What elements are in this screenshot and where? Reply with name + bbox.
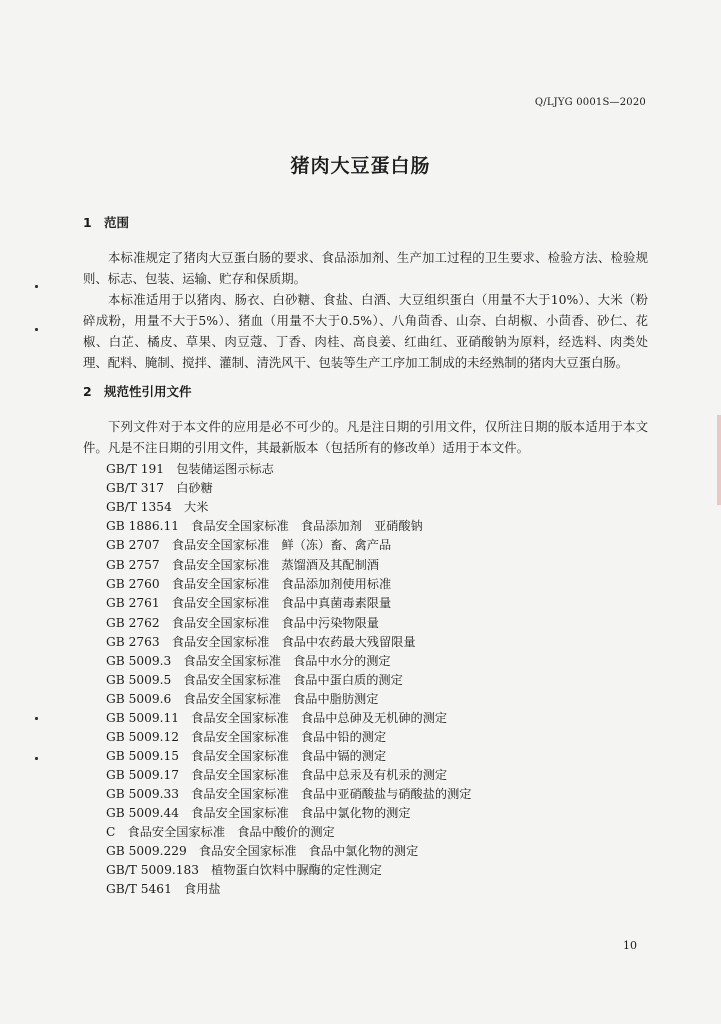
reference-item: GB 2707 食品安全国家标准 鲜（冻）畜、禽产品	[106, 538, 392, 552]
reference-item: GB 2757 食品安全国家标准 蒸馏酒及其配制酒	[106, 558, 379, 572]
reference-item: GB 5009.17 食品安全国家标准 食品中总汞及有机汞的测定	[106, 768, 448, 782]
reference-item: GB/T 317 白砂糖	[106, 481, 213, 495]
reference-item: GB 5009.11 食品安全国家标准 食品中总砷及无机砷的测定	[106, 711, 448, 725]
scope-paragraph-2: 本标准适用于以猪肉、肠衣、白砂糖、食盐、白酒、大豆组织蛋白（用量不大于10%）、大米（粉碎成粉，用量不大于5%）、猪血（用量不大于0.5%）、八角茴香、山奈、白胡椒、小茴香、砂仁、花椒、白芷、橘皮、草果、肉豆蔻、丁香、肉桂、高良姜、红曲红、亚硝酸钠为原料，经选料、肉类处理、配料、腌制、搅拌、灌制、清洗风干、包装等生产工序加工制成的未经熟制的猪肉大豆蛋白肠。	[83, 292, 648, 370]
reference-item: GB/T 5009.183 植物蛋白饮料中脲酶的定性测定	[106, 863, 382, 877]
scan-speck	[35, 285, 38, 288]
scan-speck	[35, 717, 38, 720]
page-number: 10	[623, 939, 637, 952]
section-number: 1	[83, 215, 92, 230]
reference-item: GB 5009.44 食品安全国家标准 食品中氯化物的测定	[106, 806, 411, 820]
reference-item: GB/T 191 包装储运图示标志	[106, 462, 274, 476]
reference-item: GB 5009.12 食品安全国家标准 食品中铅的测定	[106, 730, 387, 744]
reference-item: GB 5009.229 食品安全国家标准 食品中氯化物的测定	[106, 844, 419, 858]
section-heading-normative-references	[83, 382, 192, 400]
reference-item: GB 5009.15 食品安全国家标准 食品中镉的测定	[106, 749, 387, 763]
reference-item: GB 5009.3 食品安全国家标准 食品中水分的测定	[106, 654, 391, 668]
reference-item: GB 2760 食品安全国家标准 食品添加剂使用标准	[106, 577, 392, 591]
section-number: 2	[83, 384, 92, 399]
normative-intro-paragraph: 下列文件对于本文件的应用是必不可少的。凡是注日期的引用文件，仅所注日期的版本适用于本文件。凡是不注日期的引用文件，其最新版本（包括所有的修改单）适用于本文件。	[83, 419, 648, 455]
reference-item: GB 1886.11 食品安全国家标准 食品添加剂 亚硝酸钠	[106, 519, 423, 533]
reference-item: GB 2763 食品安全国家标准 食品中农药最大残留限量	[106, 635, 416, 649]
standard-code: Q/LJYG 0001S—2020	[534, 97, 646, 108]
section-heading-scope	[83, 213, 129, 231]
scope-paragraph-1: 本标准规定了猪肉大豆蛋白肠的要求、食品添加剂、生产加工过程的卫生要求、检验方法、检验规则、标志、包装、运输、贮存和保质期。	[83, 250, 648, 286]
reference-item: GB 5009.5 食品安全国家标准 食品中蛋白质的测定	[106, 673, 403, 687]
reference-item: GB 5009.33 食品安全国家标准 食品中亚硝酸盐与硝酸盐的测定	[106, 787, 472, 801]
reference-item: GB/T 5461 食用盐	[106, 882, 221, 896]
reference-item: C 食品安全国家标准 食品中酸价的测定	[106, 825, 335, 839]
section-title: 范围	[104, 215, 130, 230]
section-title: 规范性引用文件	[104, 384, 192, 399]
scan-speck	[35, 328, 38, 331]
scan-speck	[35, 757, 38, 760]
document-title: 猪肉大豆蛋白肠	[290, 155, 431, 177]
edge-stain	[717, 415, 721, 505]
reference-item: GB 5009.6 食品安全国家标准 食品中脂肪测定	[106, 692, 379, 706]
reference-item: GB/T 1354 大米	[106, 500, 209, 514]
reference-item: GB 2762 食品安全国家标准 食品中污染物限量	[106, 616, 379, 630]
reference-item: GB 2761 食品安全国家标准 食品中真菌毒素限量	[106, 596, 392, 610]
